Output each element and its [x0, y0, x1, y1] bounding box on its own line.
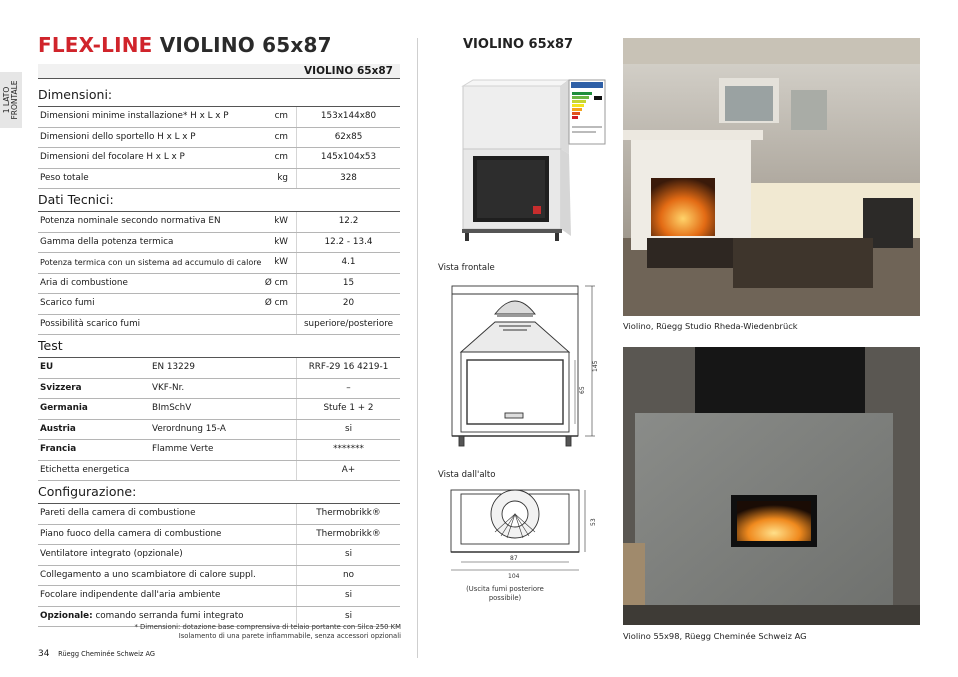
- row-value: si: [344, 423, 353, 434]
- table-row: [38, 420, 400, 441]
- row-norm: EN 13229: [152, 362, 195, 372]
- spec-table: [38, 64, 400, 627]
- table-row: [38, 545, 400, 566]
- row-label: Gamma della potenza termica: [40, 236, 174, 247]
- outlet-note: (Uscita fumi posteriore possibile): [466, 585, 544, 602]
- table-column-header: [38, 64, 400, 79]
- optional-label: Opzionale:: [40, 610, 93, 621]
- row-unit: kg: [277, 172, 288, 183]
- row-value: Thermobrikk®: [316, 528, 381, 539]
- section-title-dimensioni: Dimensioni:: [38, 84, 400, 107]
- row-country: Svizzera: [40, 382, 82, 393]
- table-row: [38, 148, 400, 169]
- dim-front-height: 145: [592, 360, 599, 372]
- table-row: [38, 566, 400, 587]
- table-row: [38, 128, 400, 149]
- row-label: Scarico fumi: [40, 298, 95, 308]
- row-label: Dimensioni dello sportello H x L x P: [40, 131, 196, 142]
- row-value: –: [346, 382, 351, 393]
- photo-stone-fireplace: [623, 347, 920, 625]
- row-value: RRF-29 16 4219-1: [308, 362, 389, 372]
- section-title-test: Test: [38, 335, 400, 358]
- row-value: 20: [342, 298, 355, 308]
- row-value: superiore/posteriore: [303, 318, 394, 329]
- row-unit: kW: [274, 216, 288, 226]
- page-number: 34: [38, 649, 50, 659]
- side-tab-line1: 1 LATO: [2, 86, 11, 114]
- row-norm: Flamme Verte: [152, 444, 214, 454]
- table-row: [38, 504, 400, 525]
- row-value: si: [344, 549, 353, 559]
- row-unit: cm: [274, 111, 288, 121]
- row-value: 4.1: [341, 257, 356, 267]
- photo2-caption: Violino 55x98, Rüegg Cheminée Schweiz AG: [623, 631, 807, 641]
- row-unit: Ø cm: [264, 277, 288, 288]
- row-country: Etichetta energetica: [40, 464, 130, 475]
- top-view-drawing: [445, 486, 605, 586]
- row-label: Peso totale: [40, 172, 89, 183]
- footnote: [60, 623, 401, 640]
- table-row: [38, 379, 400, 400]
- table-model-header: VIOLINO 65x87: [304, 65, 393, 77]
- row-norm: VKF-Nr.: [152, 382, 185, 393]
- row-label: Potenza termica con un sistema ad accumulo di calore: [40, 257, 262, 267]
- dim-front-inner: 65: [579, 386, 586, 394]
- row-label: Focolare indipendente dall'aria ambiente: [40, 590, 221, 600]
- front-view-caption: Vista frontale: [438, 263, 495, 273]
- row-unit: Ø cm: [264, 298, 288, 308]
- table-row: [38, 525, 400, 546]
- side-tab-label: [3, 80, 19, 119]
- row-value: *******: [333, 444, 364, 454]
- row-value: 153x144x80: [320, 111, 377, 121]
- model-name: VIOLINO 65x87: [159, 33, 332, 57]
- page-footer: [38, 649, 155, 659]
- table-row: [38, 358, 400, 379]
- row-unit: cm: [274, 152, 288, 162]
- photo-living-room: [623, 38, 920, 316]
- row-norm: BImSchV: [152, 403, 192, 413]
- row-unit: kW: [274, 257, 288, 267]
- table-row: [38, 253, 400, 274]
- row-value: Thermobrikk®: [316, 508, 381, 518]
- row-value: 15: [342, 277, 355, 288]
- table-row: [38, 586, 400, 607]
- row-label: Pareti della camera di combustione: [40, 508, 196, 518]
- row-label: Aria di combustione: [40, 277, 128, 288]
- row-label: Potenza nominale secondo normativa EN: [40, 216, 221, 226]
- row-unit: kW: [274, 236, 288, 247]
- row-value: no: [343, 569, 354, 580]
- table-row: [38, 169, 400, 190]
- row-value: si: [344, 590, 353, 600]
- row-value: A+: [341, 464, 356, 475]
- table-row: [38, 212, 400, 233]
- row-label: Piano fuoco della camera di combustione: [40, 528, 222, 539]
- table-row: [38, 274, 400, 295]
- row-label: Dimensioni minime installazione* H x L x P: [40, 111, 229, 121]
- row-country: EU: [40, 362, 54, 372]
- row-label: Dimensioni del focolare H x L x P: [40, 152, 185, 162]
- photo1-caption: Violino, Rüegg Studio Rheda-Wiedenbrück: [623, 321, 798, 331]
- table-row: [38, 294, 400, 315]
- row-value: 328: [340, 172, 357, 183]
- footnote-line1: * Dimensioni: dotazione base comprensiva di telaio portante con Silca 250 KM: [134, 623, 401, 631]
- row-label: Possibilità scarico fumi: [40, 318, 141, 329]
- column-divider: [417, 38, 418, 658]
- table-row: [38, 233, 400, 254]
- model-subtitle: VIOLINO 65x87: [463, 37, 574, 52]
- table-row: [38, 440, 400, 461]
- row-country: Francia: [40, 444, 77, 454]
- fireplace-product-image: [455, 78, 615, 248]
- row-unit: cm: [274, 131, 288, 142]
- row-label: Collegamento a uno scambiatore di calore suppl.: [40, 569, 256, 580]
- dim-top-depth: 53: [590, 518, 597, 526]
- table-row: [38, 399, 400, 420]
- row-label: Ventilatore integrato (opzionale): [40, 549, 183, 559]
- optional-label-rest: comando serranda fumi integrato: [92, 610, 244, 621]
- row-value: si: [344, 610, 353, 621]
- dim-top-outer-width: 104: [508, 573, 520, 580]
- footer-company: Rüegg Cheminée Schweiz AG: [58, 650, 155, 658]
- brand-name: FLEX-LINE: [38, 33, 153, 57]
- front-view-drawing: [445, 282, 605, 452]
- row-value: 62x85: [334, 131, 363, 142]
- top-view-caption: Vista dall'alto: [438, 470, 496, 480]
- row-country: Germania: [40, 403, 88, 413]
- table-row: [38, 315, 400, 336]
- row-country: Austria: [40, 423, 76, 434]
- table-row: [38, 107, 400, 128]
- section-title-configurazione: Configurazione:: [38, 481, 400, 504]
- section-title-dati-tecnici: Dati Tecnici:: [38, 189, 400, 212]
- footnote-line2: Isolamento di una parete infiammabile, senza accessori opzionali: [178, 631, 401, 640]
- side-tab-line2: FRONTALE: [10, 80, 19, 120]
- row-value: 145x104x53: [320, 152, 377, 162]
- row-value: 12.2: [338, 216, 359, 226]
- row-value: Stufe 1 + 2: [323, 403, 374, 413]
- side-tab: [0, 72, 22, 128]
- page-title: [38, 33, 332, 57]
- table-row: [38, 461, 400, 482]
- row-norm: Verordnung 15-A: [152, 423, 226, 434]
- dim-top-inner-width: 87: [510, 555, 518, 562]
- row-value: 12.2 - 13.4: [324, 236, 373, 247]
